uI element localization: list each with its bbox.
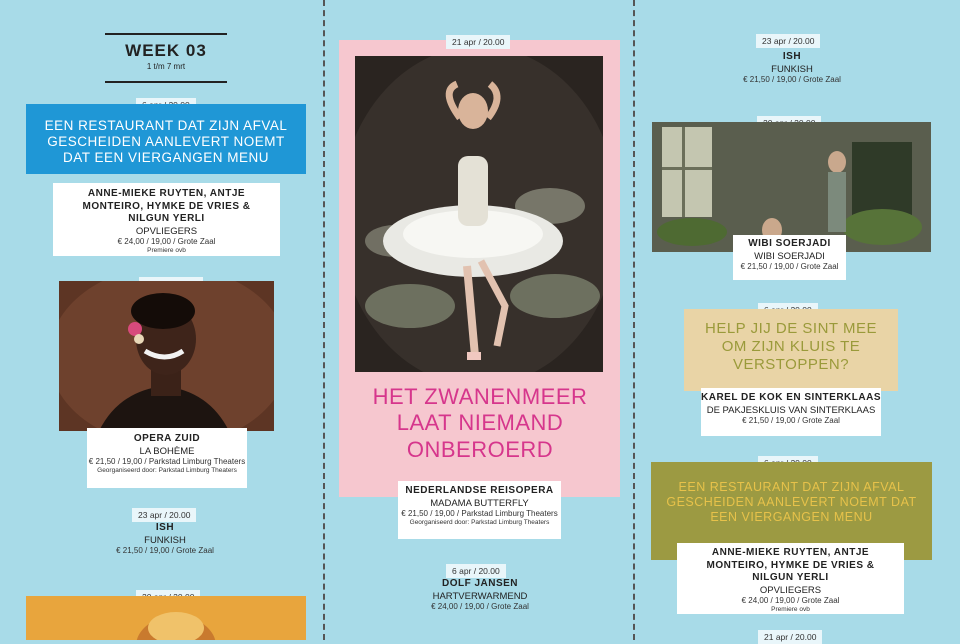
event-artist: NEDERLANDSE REISOPERA <box>405 485 554 496</box>
event-artist: ISH <box>155 522 175 533</box>
event-price: € 21,50 / 19,00 / Grote Zaal <box>743 75 841 85</box>
ballet-dancer-photo <box>355 56 603 372</box>
event-note: Premiere ovb <box>147 247 186 255</box>
event-note: Georganiseerd door: Parkstad Limburg Theaters <box>409 519 550 527</box>
event-info[interactable] <box>701 388 881 436</box>
event-info[interactable] <box>53 183 280 256</box>
event-info[interactable] <box>90 522 240 556</box>
event-date: 21 apr / 20.00 <box>446 35 510 49</box>
event-price: € 21,50 / 19,00 / Parkstad Limburg Theaters <box>88 457 246 467</box>
event-title: OPVLIEGERS <box>135 225 198 237</box>
event-price: € 21,50 / 19,00 / Grote Zaal <box>742 416 840 426</box>
event-title: FUNKISH <box>771 63 813 75</box>
event-title: OPVLIEGERS <box>759 584 822 596</box>
event-headline: EEN RESTAURANT DAT ZIJN AFVAL GESCHEIDEN AANLEVERT NOEMT DAT EEN VIERGANGEN MENU <box>26 104 306 174</box>
event-info[interactable] <box>87 428 247 488</box>
event-artist: ANNE-MIEKE RUYTEN, ANTJE MONTEIRO, HYMKE DE VRIES & NILGUN YERLI <box>82 188 251 224</box>
event-headline: HELP JIJ DE SINT MEE OM ZIJN KLUIS TE VERSTOPPEN? <box>684 309 898 391</box>
event-info[interactable] <box>677 543 904 614</box>
event-photo <box>26 596 306 640</box>
event-price: € 21,50 / 19,00 / Parkstad Limburg Theaters <box>401 509 558 519</box>
event-headline: EEN RESTAURANT DAT ZIJN AFVAL GESCHEIDEN AANLEVERT NOEMT DAT EEN VIERGANGEN MENU <box>651 462 932 560</box>
event-date: 6 apr / 20.00 <box>446 564 506 578</box>
event-info[interactable] <box>733 235 846 280</box>
event-artist: ANNE-MIEKE RUYTEN, ANTJE MONTEIRO, HYMKE DE VRIES & NILGUN YERLI <box>706 547 875 583</box>
event-price: € 21,50 / 19,00 / Grote Zaal <box>116 546 214 556</box>
event-title: LA BOHÈME <box>139 445 195 457</box>
event-date: 21 apr / 20.00 <box>758 630 822 644</box>
event-note: Georganiseerd door: Parkstad Limburg Theaters <box>97 467 237 475</box>
event-photo <box>652 122 931 252</box>
week-title: WEEK 03 <box>125 41 207 60</box>
column-divider <box>633 0 635 640</box>
event-price: € 24,00 / 19,00 / Grote Zaal <box>117 237 216 247</box>
event-title: HARTVERWARMEND <box>432 590 528 602</box>
week-header <box>105 33 227 83</box>
event-price: € 24,00 / 19,00 / Grote Zaal <box>431 602 529 612</box>
opera-singer-photo <box>59 281 274 431</box>
event-artist: OPERA ZUID <box>133 433 201 444</box>
event-date: 23 apr / 20.00 <box>756 34 820 48</box>
event-price: € 21,50 / 19,00 / Grote Zaal <box>740 262 839 272</box>
event-title: WIBI SOERJADI <box>754 250 825 262</box>
event-artist: KAREL DE KOK EN SINTERKLAAS <box>701 392 881 403</box>
event-artist: ISH <box>782 51 802 62</box>
event-price: € 24,00 / 19,00 / Grote Zaal <box>741 596 840 606</box>
event-artist: WIBI SOERJADI <box>748 238 831 249</box>
event-title: MADAMA BUTTERFLY <box>430 497 529 509</box>
week-dates: 1 t/m 7 mrt <box>146 62 186 71</box>
event-info[interactable] <box>713 51 871 85</box>
event-info[interactable] <box>398 481 561 539</box>
event-title: DE PAKJESKLUIS VAN SINTERKLAAS <box>706 404 876 416</box>
event-artist: DOLF JANSEN <box>441 578 519 589</box>
event-headline: HET ZWANENMEER LAAT NIEMAND ONBEROERD <box>372 384 588 462</box>
event-info[interactable] <box>402 578 558 612</box>
event-note: Premiere ovb <box>771 606 810 614</box>
column-divider <box>323 0 325 640</box>
event-date: 23 apr / 20.00 <box>132 508 196 522</box>
event-title: FUNKISH <box>144 534 186 546</box>
